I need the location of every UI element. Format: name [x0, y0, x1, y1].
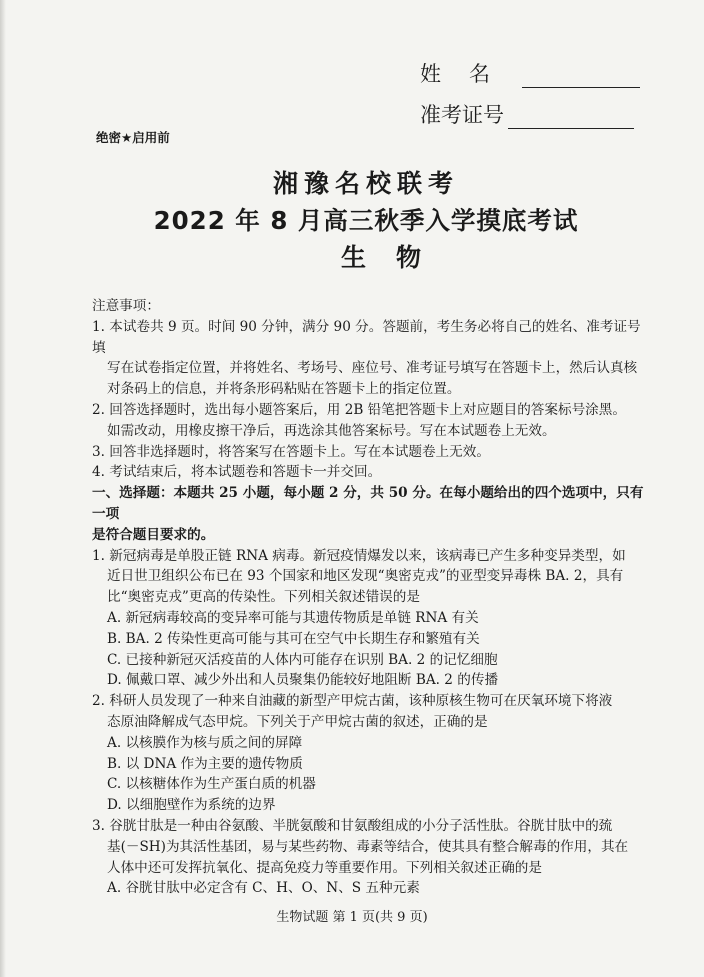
notes-heading: 注意事项：: [92, 298, 160, 314]
candidate-info-block: [420, 58, 640, 140]
question-1-option-d: D. 佩戴口罩、减少外出和人员聚集仍能较好地阻断 BA. 2 的传播: [107, 672, 499, 689]
question-1-line-2: 近日世卫组织公布已在 93 个国家和地区发现“奥密克戎”的亚型变异毒株 BA. 2，具有: [107, 568, 624, 585]
exam-id-blank-line: [508, 102, 634, 129]
question-1-line-1: 1. 新冠病毒是单股正链 RNA 病毒。新冠疫情爆发以来，该病毒已产生多种变异类型，如: [92, 547, 626, 564]
exam-body: [92, 296, 644, 899]
question-2-option-b: B. 以 DNA 作为主要的遗传物质: [107, 755, 303, 772]
question-3-line-1: 3. 谷胱甘肽是一种由谷氨酸、半胱氨酸和甘氨酸组成的小分子活性肽。谷胱甘肽中的巯: [92, 817, 613, 834]
exam-subject: 生物: [340, 243, 451, 272]
question-2-option-c: C. 以核糖体作为生产蛋白质的机器: [107, 776, 316, 793]
scan-edge-shadow: [0, 0, 6, 977]
note-2-line-1: 2. 回答选择题时，选出每小题答案后，用 2B 铅笔把答题卡上对应题目的答案标号涂黑。: [92, 401, 626, 418]
note-4: 4. 考试结束后，将本试题卷和答题卡一并交回。: [92, 464, 382, 481]
name-row: [420, 58, 640, 88]
page-footer: 生物试题 第 1 页(共 9 页): [276, 910, 428, 925]
question-1-option-c: C. 已接种新冠灭活疫苗的人体内可能存在识别 BA. 2 的记忆细胞: [107, 651, 498, 668]
question-1-option-b: B. BA. 2 传染性更高可能与其可在空气中长期生存和繁殖有关: [107, 630, 480, 647]
note-1-line-3: 对条码上的信息，并将条形码粘贴在答题卡上的指定位置。: [107, 381, 461, 398]
question-3-line-3: 人体中还可发挥抗氧化、提高免疫力等重要作用。下列相关叙述正确的是: [107, 859, 542, 876]
question-1-line-3: 比“奥密克戎”更高的传染性。下列相关叙述错误的是: [107, 589, 420, 606]
section-1-header-line-1: 一、选择题：本题共 25 小题，每小题 2 分，共 50 分。在每小题给出的四个选项中，只有一项: [92, 485, 644, 522]
note-1-line-2: 写在试卷指定位置，并将姓名、考场号、座位号、准考证号填写在答题卡上，然后认真核: [107, 360, 638, 377]
exam-id-label: 准考证号: [420, 103, 504, 127]
question-3-line-2: 基(－SH)为其活性基团，易与某些药物、毒素等结合，使其具有整合解毒的作用，其在: [107, 838, 629, 855]
section-1-header-line-2: 是符合题目要求的。: [92, 526, 215, 543]
exam-id-row: [420, 99, 640, 129]
question-2-option-d: D. 以细胞壁作为系统的边界: [107, 797, 276, 814]
note-3: 3. 回答非选择题时，将答案写在答题卡上。写在本试题卷上无效。: [92, 443, 490, 460]
name-blank-line: [522, 61, 640, 88]
note-2-line-2: 如需改动，用橡皮擦干净后，再选涂其他答案标号。写在本试题卷上无效。: [107, 422, 556, 439]
name-label: 姓名: [420, 62, 518, 86]
question-2-option-a: A. 以核膜作为核与质之间的屏障: [107, 734, 303, 751]
secret-mark: 绝密★启用前: [96, 130, 170, 145]
question-1-option-a: A. 新冠病毒较高的变异率可能与其遗传物质是单链 RNA 有关: [107, 609, 479, 626]
question-3-option-a: A. 谷胱甘肽中必定含有 C、H、O、N、S 五种元素: [107, 880, 420, 897]
question-2-line-2: 态原油降解成气态甲烷。下列关于产甲烷古菌的叙述，正确的是: [107, 713, 488, 730]
note-1-line-1: 1. 本试卷共 9 页。时间 90 分钟，满分 90 分。答题前，考生务必将自己的姓名、准考证号填: [92, 318, 641, 356]
exam-title-line1: 湘豫名校联考: [272, 169, 459, 198]
exam-title-line2: 2022 年 8 月高三秋季入学摸底考试: [153, 206, 579, 235]
question-2-line-1: 2. 科研人员发现了一种来自油藏的新型产甲烷古菌，该种原核生物可在厌氧环境下将液: [92, 693, 613, 710]
